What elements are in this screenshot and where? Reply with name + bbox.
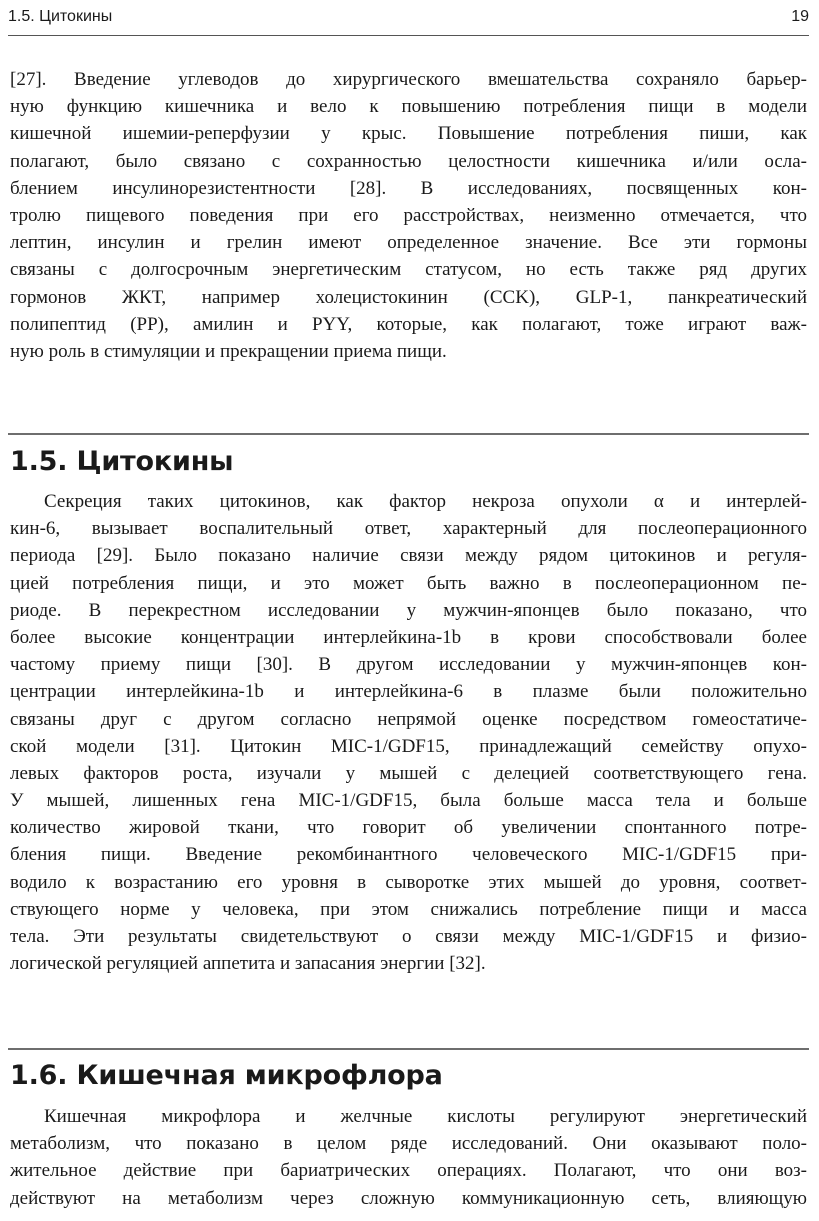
text-line: левых факторов роста, изучали у мышей с делецией соответствующего гена.	[10, 762, 807, 784]
text-line: действуют на метаболизм через сложную коммуникационную сеть, влияющую	[10, 1187, 807, 1209]
text-line: У мышей, лишенных гена MIC-1/GDF15, была больше масса тела и больше	[10, 790, 807, 812]
text-line: ную функцию кишечника и вело к повышению потребления пищи в модели	[10, 96, 807, 118]
text-line: полагают, было связано с сохранностью целостности кишечника и/или осла-	[10, 150, 807, 172]
text-line: центрации интерлейкина-1b и интерлейкина-6 в плазме были положительно	[10, 681, 807, 703]
text-line: гормонов ЖКТ, например холецистокинин (CCK), GLP-1, панкреатический	[10, 286, 807, 308]
header-divider	[8, 35, 809, 36]
text-line: Секреция таких цитокинов, как фактор некроза опухоли α и интерлей-	[44, 491, 807, 512]
text-line: метаболизм, что показано в целом ряде исследований. Они оказывают поло-	[10, 1133, 807, 1155]
text-line: связаны с долгосрочным энергетическим статусом, но есть также ряд других	[10, 259, 807, 281]
text-line: жительное действие при бариатрических операциях. Полагают, что они воз-	[10, 1160, 807, 1182]
text-line: частому приему пищи [30]. В другом исследовании у мужчин-японцев кон-	[10, 654, 807, 676]
section-paragraph	[10, 1103, 807, 1212]
text-line: связаны друг с другом согласно непрямой оценке посредством гомеостатиче-	[10, 708, 807, 730]
text-line: лептин, инсулин и грелин имеют определенное значение. Все эти гормоны	[10, 232, 807, 254]
text-line: логической регуляцией аппетита и запасания энергии [32].	[10, 953, 486, 975]
text-line: цией потребления пищи, и это может быть важно в послеоперационном пе-	[10, 572, 807, 594]
text-line: более высокие концентрации интерлейкина-1b в крови способствовали более	[10, 626, 807, 648]
section-divider	[8, 1048, 809, 1050]
text-line: тела. Эти результаты свидетельствуют о связи между MIC-1/GDF15 и физио-	[10, 926, 807, 947]
text-line: бления пищи. Введение рекомбинантного человеческого MIC-1/GDF15 при-	[10, 844, 807, 866]
section-heading: 1.5. Цитокины	[10, 446, 234, 477]
running-header-section: 1.5. Цитокины	[8, 8, 113, 25]
text-line: водило к возрастанию его уровня в сыворотке этих мышей до уровня, соответ-	[10, 871, 807, 893]
text-line: ствующего норме у человека, при этом снижались потребление пищи и масса	[10, 898, 807, 920]
text-line: ской модели [31]. Цитокин MIC-1/GDF15, принадлежащий семейству опухо-	[10, 735, 807, 757]
text-line: Кишечная микрофлора и желчные кислоты регулируют энергетический	[44, 1106, 807, 1127]
page-number: 19	[791, 8, 809, 25]
text-line: тролю пищевого поведения при его расстройствах, неизменно отмечается, что	[10, 204, 807, 226]
paragraph-continued	[10, 66, 807, 365]
text-line: блением инсулинорезистентности [28]. В исследованиях, посвященных кон-	[10, 177, 807, 199]
text-line: кишечной ишемии-реперфузии у крыс. Повышение потребления пиши, как	[10, 123, 807, 145]
text-line: риоде. В перекрестном исследовании у мужчин-японцев было показано, что	[10, 599, 807, 621]
text-line: [27]. Введение углеводов до хирургического вмешательства сохраняло барьер-	[10, 69, 807, 90]
text-line: периода [29]. Было показано наличие связи между рядом цитокинов и регуля-	[10, 545, 807, 567]
section-paragraph	[10, 488, 807, 977]
text-line: полипептид (PP), амилин и PYY, которые, как полагают, тоже играют важ-	[10, 313, 807, 335]
running-header	[8, 6, 809, 30]
text-line: количество жировой ткани, что говорит об увеличении спонтанного потре-	[10, 817, 807, 839]
section-heading: 1.6. Кишечная микрофлора	[10, 1060, 443, 1091]
text-line: кин-6, вызывает воспалительный ответ, характерный для послеоперационного	[10, 518, 807, 540]
section-divider	[8, 433, 809, 435]
text-line: ную роль в стимуляции и прекращении приема пищи.	[10, 340, 447, 362]
